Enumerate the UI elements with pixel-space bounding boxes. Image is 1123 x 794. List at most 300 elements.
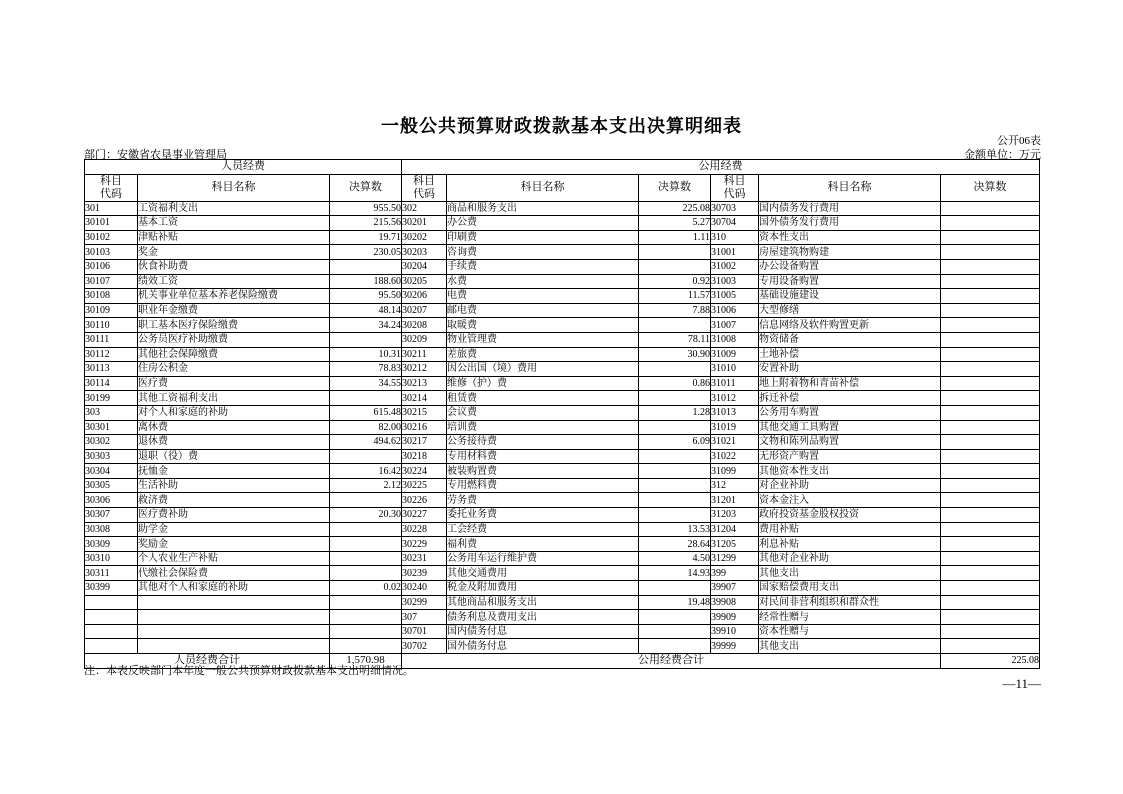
row-name-public-right: 无形资产购置 bbox=[759, 449, 941, 464]
row-code-personnel bbox=[85, 624, 138, 639]
row-code-personnel: 30308 bbox=[85, 522, 138, 537]
row-amount-public-left: 14.93 bbox=[639, 566, 711, 581]
row-amount-personnel bbox=[330, 332, 402, 347]
row-amount-public-left bbox=[639, 245, 711, 260]
row-name-public-right: 基础设施建设 bbox=[759, 289, 941, 304]
row-name-personnel: 医疗费 bbox=[138, 376, 330, 391]
table-row bbox=[85, 508, 1040, 523]
col-header-name-personnel: 科目名称 bbox=[138, 174, 330, 201]
row-code-public-right: 39907 bbox=[711, 581, 759, 596]
row-name-public-left: 租赁费 bbox=[447, 391, 639, 406]
row-amount-public-left: 28.64 bbox=[639, 537, 711, 552]
row-amount-public-left: 0.92 bbox=[639, 274, 711, 289]
row-name-public-left: 专用燃料费 bbox=[447, 478, 639, 493]
row-name-public-right: 拆迁补偿 bbox=[759, 391, 941, 406]
row-name-public-right: 资本金注入 bbox=[759, 493, 941, 508]
budget-table bbox=[84, 159, 1040, 669]
row-name-public-left: 差旅费 bbox=[447, 347, 639, 362]
row-code-public-right: 31005 bbox=[711, 289, 759, 304]
row-amount-personnel: 230.05 bbox=[330, 245, 402, 260]
col-header-amount-public-right: 决算数 bbox=[941, 174, 1040, 201]
department-label: 部门：安徽省农垦事业管理局 bbox=[84, 149, 227, 161]
row-code-public-right: 31009 bbox=[711, 347, 759, 362]
row-name-public-left: 国内债务付息 bbox=[447, 624, 639, 639]
row-amount-public-left bbox=[639, 478, 711, 493]
row-amount-public-right bbox=[941, 508, 1040, 523]
row-amount-personnel: 20.30 bbox=[330, 508, 402, 523]
row-amount-public-left: 78.11 bbox=[639, 332, 711, 347]
row-name-public-left: 被装购置费 bbox=[447, 464, 639, 479]
row-name-public-left: 咨询费 bbox=[447, 245, 639, 260]
col-header-amount-personnel: 决算数 bbox=[330, 174, 402, 201]
row-amount-public-left bbox=[639, 464, 711, 479]
row-code-public-right: 39908 bbox=[711, 595, 759, 610]
row-amount-public-right bbox=[941, 624, 1040, 639]
row-code-public-right: 310 bbox=[711, 230, 759, 245]
row-code-public-left: 30201 bbox=[402, 216, 447, 231]
row-code-public-right: 31299 bbox=[711, 551, 759, 566]
row-amount-public-right bbox=[941, 391, 1040, 406]
row-name-public-right: 国外债务发行费用 bbox=[759, 216, 941, 231]
group-header-personnel: 人员经费 bbox=[85, 160, 402, 175]
row-amount-public-right bbox=[941, 464, 1040, 479]
row-amount-personnel bbox=[330, 639, 402, 654]
table-row bbox=[85, 464, 1040, 479]
row-amount-personnel: 10.31 bbox=[330, 347, 402, 362]
row-name-public-left: 维修（护）费 bbox=[447, 376, 639, 391]
row-name-public-right: 大型修缮 bbox=[759, 303, 941, 318]
table-row bbox=[85, 405, 1040, 420]
row-name-personnel: 基本工资 bbox=[138, 216, 330, 231]
row-code-public-left: 30208 bbox=[402, 318, 447, 333]
row-name-personnel: 抚恤金 bbox=[138, 464, 330, 479]
row-code-public-right: 31011 bbox=[711, 376, 759, 391]
row-amount-personnel bbox=[330, 624, 402, 639]
row-amount-public-right bbox=[941, 478, 1040, 493]
row-code-public-left: 30211 bbox=[402, 347, 447, 362]
row-name-public-left: 水费 bbox=[447, 274, 639, 289]
table-row bbox=[85, 289, 1040, 304]
row-code-personnel: 30310 bbox=[85, 551, 138, 566]
row-code-personnel: 30199 bbox=[85, 391, 138, 406]
row-code-personnel: 30304 bbox=[85, 464, 138, 479]
row-code-public-right: 31205 bbox=[711, 537, 759, 552]
row-name-public-right: 其他资本性支出 bbox=[759, 464, 941, 479]
row-code-public-right: 31003 bbox=[711, 274, 759, 289]
row-amount-public-left bbox=[639, 610, 711, 625]
table-row bbox=[85, 245, 1040, 260]
row-amount-public-right bbox=[941, 537, 1040, 552]
row-name-public-right: 安置补助 bbox=[759, 362, 941, 377]
row-name-public-left: 福利费 bbox=[447, 537, 639, 552]
row-code-personnel: 30106 bbox=[85, 259, 138, 274]
row-code-public-left: 30205 bbox=[402, 274, 447, 289]
table-row bbox=[85, 624, 1040, 639]
row-code-public-right: 31201 bbox=[711, 493, 759, 508]
row-code-public-left: 30299 bbox=[402, 595, 447, 610]
row-code-public-left: 30218 bbox=[402, 449, 447, 464]
row-amount-public-right bbox=[941, 420, 1040, 435]
row-name-public-right: 其他支出 bbox=[759, 566, 941, 581]
row-code-public-right: 39909 bbox=[711, 610, 759, 625]
row-amount-personnel bbox=[330, 493, 402, 508]
row-code-public-right: 31022 bbox=[711, 449, 759, 464]
row-code-public-right: 31013 bbox=[711, 405, 759, 420]
col-header-amount-public-left: 决算数 bbox=[639, 174, 711, 201]
row-name-personnel: 其他工资福利支出 bbox=[138, 391, 330, 406]
row-name-public-left: 公务用车运行维护费 bbox=[447, 551, 639, 566]
row-amount-public-left: 0.86 bbox=[639, 376, 711, 391]
row-amount-personnel bbox=[330, 551, 402, 566]
row-amount-public-left: 1.28 bbox=[639, 405, 711, 420]
table-row bbox=[85, 639, 1040, 654]
col-header-code-public-left: 科目 代码 bbox=[402, 174, 447, 201]
row-amount-public-left: 225.08 bbox=[639, 201, 711, 216]
total-amount-public: 225.08 bbox=[941, 654, 1040, 669]
row-name-personnel: 职业年金缴费 bbox=[138, 303, 330, 318]
row-code-public-right: 31006 bbox=[711, 303, 759, 318]
row-code-public-right: 31012 bbox=[711, 391, 759, 406]
row-name-public-left: 税金及附加费用 bbox=[447, 581, 639, 596]
amount-unit-label: 金额单位：万元 bbox=[964, 149, 1041, 161]
row-code-public-right: 31019 bbox=[711, 420, 759, 435]
row-amount-public-left bbox=[639, 420, 711, 435]
row-amount-public-right bbox=[941, 639, 1040, 654]
row-name-public-left: 专用材料费 bbox=[447, 449, 639, 464]
row-name-public-left: 工会经费 bbox=[447, 522, 639, 537]
row-name-personnel: 奖励金 bbox=[138, 537, 330, 552]
table-row bbox=[85, 391, 1040, 406]
col-header-code-public-right: 科目 代码 bbox=[711, 174, 759, 201]
row-name-public-right: 经常性赠与 bbox=[759, 610, 941, 625]
row-name-personnel: 住房公积金 bbox=[138, 362, 330, 377]
row-name-public-right: 物资储备 bbox=[759, 332, 941, 347]
row-code-personnel: 30301 bbox=[85, 420, 138, 435]
row-amount-public-left: 11.57 bbox=[639, 289, 711, 304]
row-name-public-right: 专用设备购置 bbox=[759, 274, 941, 289]
row-amount-public-right bbox=[941, 245, 1040, 260]
row-code-public-right: 31002 bbox=[711, 259, 759, 274]
row-amount-personnel: 78.83 bbox=[330, 362, 402, 377]
row-code-personnel: 30107 bbox=[85, 274, 138, 289]
row-name-public-left: 其他商品和服务支出 bbox=[447, 595, 639, 610]
row-code-personnel: 301 bbox=[85, 201, 138, 216]
row-amount-personnel: 188.60 bbox=[330, 274, 402, 289]
row-amount-public-right bbox=[941, 362, 1040, 377]
row-code-personnel bbox=[85, 639, 138, 654]
table-row bbox=[85, 347, 1040, 362]
row-name-public-left: 国外债务付息 bbox=[447, 639, 639, 654]
row-code-personnel: 30109 bbox=[85, 303, 138, 318]
row-amount-public-left: 5.27 bbox=[639, 216, 711, 231]
row-name-personnel bbox=[138, 610, 330, 625]
row-amount-personnel: 48.14 bbox=[330, 303, 402, 318]
table-row bbox=[85, 216, 1040, 231]
row-code-personnel: 30306 bbox=[85, 493, 138, 508]
row-amount-personnel: 494.62 bbox=[330, 435, 402, 450]
row-amount-public-right bbox=[941, 201, 1040, 216]
row-name-public-left: 培训费 bbox=[447, 420, 639, 435]
row-code-public-left: 30209 bbox=[402, 332, 447, 347]
row-name-public-right: 地上附着物和青苗补偿 bbox=[759, 376, 941, 391]
table-row bbox=[85, 435, 1040, 450]
row-code-public-right: 39999 bbox=[711, 639, 759, 654]
col-header-name-public-left: 科目名称 bbox=[447, 174, 639, 201]
row-name-public-left: 商品和服务支出 bbox=[447, 201, 639, 216]
col-header-name-public-right: 科目名称 bbox=[759, 174, 941, 201]
row-code-public-right: 399 bbox=[711, 566, 759, 581]
row-name-personnel: 离休费 bbox=[138, 420, 330, 435]
row-name-public-right: 公务用车购置 bbox=[759, 405, 941, 420]
table-row bbox=[85, 303, 1040, 318]
row-code-personnel bbox=[85, 595, 138, 610]
row-amount-public-left bbox=[639, 493, 711, 508]
row-code-personnel: 30302 bbox=[85, 435, 138, 450]
row-name-public-right: 文物和陈列品购置 bbox=[759, 435, 941, 450]
row-amount-personnel bbox=[330, 259, 402, 274]
row-name-public-right: 信息网络及软件购置更新 bbox=[759, 318, 941, 333]
row-code-public-left: 30224 bbox=[402, 464, 447, 479]
row-code-public-left: 30206 bbox=[402, 289, 447, 304]
row-amount-public-left bbox=[639, 259, 711, 274]
row-name-public-right: 对企业补助 bbox=[759, 478, 941, 493]
group-header-public: 公用经费 bbox=[402, 160, 1040, 175]
table-row bbox=[85, 376, 1040, 391]
row-code-public-right: 31099 bbox=[711, 464, 759, 479]
row-name-personnel bbox=[138, 639, 330, 654]
row-amount-public-right bbox=[941, 230, 1040, 245]
row-name-public-right: 费用补贴 bbox=[759, 522, 941, 537]
row-amount-personnel: 955.50 bbox=[330, 201, 402, 216]
total-amount-personnel: 1,570.98 bbox=[330, 654, 402, 669]
row-amount-public-left bbox=[639, 639, 711, 654]
row-name-public-left: 因公出国（境）费用 bbox=[447, 362, 639, 377]
row-amount-personnel bbox=[330, 522, 402, 537]
column-header-row bbox=[85, 174, 1040, 201]
page-number: —11— bbox=[1002, 676, 1041, 691]
row-name-public-left: 印刷费 bbox=[447, 230, 639, 245]
row-amount-personnel: 0.02 bbox=[330, 581, 402, 596]
row-code-public-right: 31007 bbox=[711, 318, 759, 333]
row-amount-public-right bbox=[941, 449, 1040, 464]
group-header-row bbox=[85, 160, 1040, 175]
row-code-public-left: 30216 bbox=[402, 420, 447, 435]
row-name-public-left: 公务接待费 bbox=[447, 435, 639, 450]
row-amount-public-right bbox=[941, 610, 1040, 625]
row-name-public-left: 委托业务费 bbox=[447, 508, 639, 523]
row-code-public-left: 30204 bbox=[402, 259, 447, 274]
table-row bbox=[85, 318, 1040, 333]
table-row bbox=[85, 420, 1040, 435]
table-row bbox=[85, 610, 1040, 625]
row-code-personnel: 30103 bbox=[85, 245, 138, 260]
row-code-public-right: 31008 bbox=[711, 332, 759, 347]
row-code-public-left: 30240 bbox=[402, 581, 447, 596]
row-name-personnel: 其他对个人和家庭的补助 bbox=[138, 581, 330, 596]
table-row bbox=[85, 362, 1040, 377]
row-name-personnel: 个人农业生产补贴 bbox=[138, 551, 330, 566]
row-code-public-left: 30202 bbox=[402, 230, 447, 245]
row-code-public-right: 31204 bbox=[711, 522, 759, 537]
row-code-personnel: 30399 bbox=[85, 581, 138, 596]
row-code-public-left: 30215 bbox=[402, 405, 447, 420]
row-amount-public-right bbox=[941, 274, 1040, 289]
table-row bbox=[85, 259, 1040, 274]
row-code-personnel: 30102 bbox=[85, 230, 138, 245]
table-row bbox=[85, 449, 1040, 464]
row-name-public-right: 资本性支出 bbox=[759, 230, 941, 245]
row-amount-public-left bbox=[639, 362, 711, 377]
row-code-public-left: 302 bbox=[402, 201, 447, 216]
row-amount-personnel: 34.24 bbox=[330, 318, 402, 333]
row-amount-personnel bbox=[330, 595, 402, 610]
row-code-personnel: 30303 bbox=[85, 449, 138, 464]
row-amount-public-right bbox=[941, 376, 1040, 391]
row-name-personnel: 职工基本医疗保险缴费 bbox=[138, 318, 330, 333]
row-name-public-right: 其他对企业补助 bbox=[759, 551, 941, 566]
row-code-personnel: 30113 bbox=[85, 362, 138, 377]
row-name-personnel: 救济费 bbox=[138, 493, 330, 508]
row-name-public-left: 办公费 bbox=[447, 216, 639, 231]
row-name-public-right: 国家赔偿费用支出 bbox=[759, 581, 941, 596]
row-code-public-left: 30229 bbox=[402, 537, 447, 552]
row-name-personnel bbox=[138, 595, 330, 610]
row-code-public-left: 30228 bbox=[402, 522, 447, 537]
row-amount-public-left: 6.09 bbox=[639, 435, 711, 450]
row-code-public-left: 30701 bbox=[402, 624, 447, 639]
row-amount-public-left: 30.90 bbox=[639, 347, 711, 362]
row-amount-public-right bbox=[941, 216, 1040, 231]
row-amount-public-left: 7.88 bbox=[639, 303, 711, 318]
row-code-public-right: 31010 bbox=[711, 362, 759, 377]
row-name-personnel: 其他社会保障缴费 bbox=[138, 347, 330, 362]
row-name-public-left: 会议费 bbox=[447, 405, 639, 420]
row-amount-public-left: 1.11 bbox=[639, 230, 711, 245]
table-row bbox=[85, 201, 1040, 216]
row-amount-personnel bbox=[330, 566, 402, 581]
row-code-public-right: 31021 bbox=[711, 435, 759, 450]
row-name-public-right: 土地补偿 bbox=[759, 347, 941, 362]
row-code-personnel: 30101 bbox=[85, 216, 138, 231]
table-row bbox=[85, 581, 1040, 596]
row-amount-public-right bbox=[941, 551, 1040, 566]
row-amount-personnel bbox=[330, 449, 402, 464]
row-amount-public-left: 13.53 bbox=[639, 522, 711, 537]
row-name-public-left: 劳务费 bbox=[447, 493, 639, 508]
row-code-personnel: 30112 bbox=[85, 347, 138, 362]
row-amount-public-left bbox=[639, 391, 711, 406]
row-name-personnel: 伙食补助费 bbox=[138, 259, 330, 274]
row-amount-personnel: 215.56 bbox=[330, 216, 402, 231]
row-amount-public-right bbox=[941, 332, 1040, 347]
row-name-public-right: 对民间非营利组织和群众性 bbox=[759, 595, 941, 610]
row-code-public-left: 30217 bbox=[402, 435, 447, 450]
table-row bbox=[85, 274, 1040, 289]
row-name-public-left: 邮电费 bbox=[447, 303, 639, 318]
row-code-personnel: 30305 bbox=[85, 478, 138, 493]
row-name-personnel: 医疗费补助 bbox=[138, 508, 330, 523]
row-name-personnel: 退休费 bbox=[138, 435, 330, 450]
row-amount-personnel: 95.50 bbox=[330, 289, 402, 304]
page-title: 一般公共预算财政拨款基本支出决算明细表 bbox=[381, 116, 742, 136]
row-code-public-right: 30703 bbox=[711, 201, 759, 216]
row-name-public-left: 手续费 bbox=[447, 259, 639, 274]
row-name-personnel bbox=[138, 624, 330, 639]
row-amount-personnel: 16.42 bbox=[330, 464, 402, 479]
row-code-personnel: 30110 bbox=[85, 318, 138, 333]
row-code-personnel: 30311 bbox=[85, 566, 138, 581]
row-code-public-right: 31203 bbox=[711, 508, 759, 523]
row-amount-public-right bbox=[941, 493, 1040, 508]
row-amount-public-right bbox=[941, 435, 1040, 450]
row-amount-personnel bbox=[330, 391, 402, 406]
row-name-personnel: 代缴社会保险费 bbox=[138, 566, 330, 581]
row-name-personnel: 津贴补贴 bbox=[138, 230, 330, 245]
row-name-personnel: 机关事业单位基本养老保险缴费 bbox=[138, 289, 330, 304]
table-row bbox=[85, 493, 1040, 508]
row-code-public-left: 30226 bbox=[402, 493, 447, 508]
row-name-public-right: 资本性赠与 bbox=[759, 624, 941, 639]
row-amount-public-left bbox=[639, 624, 711, 639]
table-row bbox=[85, 522, 1040, 537]
row-amount-public-left bbox=[639, 581, 711, 596]
row-amount-personnel bbox=[330, 610, 402, 625]
row-amount-personnel: 615.48 bbox=[330, 405, 402, 420]
row-code-public-left: 30239 bbox=[402, 566, 447, 581]
row-name-personnel: 工资福利支出 bbox=[138, 201, 330, 216]
row-code-public-left: 30213 bbox=[402, 376, 447, 391]
row-amount-personnel bbox=[330, 537, 402, 552]
table-row bbox=[85, 537, 1040, 552]
row-code-public-left: 30231 bbox=[402, 551, 447, 566]
row-code-public-left: 30212 bbox=[402, 362, 447, 377]
row-name-personnel: 退职（役）费 bbox=[138, 449, 330, 464]
row-code-public-left: 30702 bbox=[402, 639, 447, 654]
row-amount-public-left: 19.48 bbox=[639, 595, 711, 610]
row-name-public-right: 利息补贴 bbox=[759, 537, 941, 552]
row-code-public-left: 30214 bbox=[402, 391, 447, 406]
form-code: 公开06表 bbox=[997, 135, 1041, 147]
row-code-public-right: 31001 bbox=[711, 245, 759, 260]
row-amount-personnel: 34.55 bbox=[330, 376, 402, 391]
row-amount-public-left bbox=[639, 449, 711, 464]
row-name-public-right: 政府投资基金股权投资 bbox=[759, 508, 941, 523]
total-label-public: 公用经费合计 bbox=[402, 654, 941, 669]
row-name-public-right: 国内债务发行费用 bbox=[759, 201, 941, 216]
table-row bbox=[85, 230, 1040, 245]
row-amount-public-right bbox=[941, 581, 1040, 596]
row-amount-personnel: 82.00 bbox=[330, 420, 402, 435]
row-amount-public-right bbox=[941, 289, 1040, 304]
row-name-public-right: 其他支出 bbox=[759, 639, 941, 654]
row-amount-public-right bbox=[941, 405, 1040, 420]
row-name-public-left: 债务利息及费用支出 bbox=[447, 610, 639, 625]
row-name-personnel: 生活补助 bbox=[138, 478, 330, 493]
table-row bbox=[85, 478, 1040, 493]
table-note: 注：本表反映部门本年度一般公共预算财政拨款基本支出明细情况。 bbox=[84, 665, 414, 677]
row-name-personnel: 助学金 bbox=[138, 522, 330, 537]
row-amount-public-right bbox=[941, 566, 1040, 581]
row-code-personnel bbox=[85, 610, 138, 625]
row-code-public-left: 30203 bbox=[402, 245, 447, 260]
row-amount-public-left bbox=[639, 508, 711, 523]
row-amount-personnel: 19.71 bbox=[330, 230, 402, 245]
row-code-public-right: 30704 bbox=[711, 216, 759, 231]
row-code-personnel: 30111 bbox=[85, 332, 138, 347]
col-header-code-personnel: 科目 代码 bbox=[85, 174, 138, 201]
table-row bbox=[85, 332, 1040, 347]
row-amount-public-right bbox=[941, 318, 1040, 333]
